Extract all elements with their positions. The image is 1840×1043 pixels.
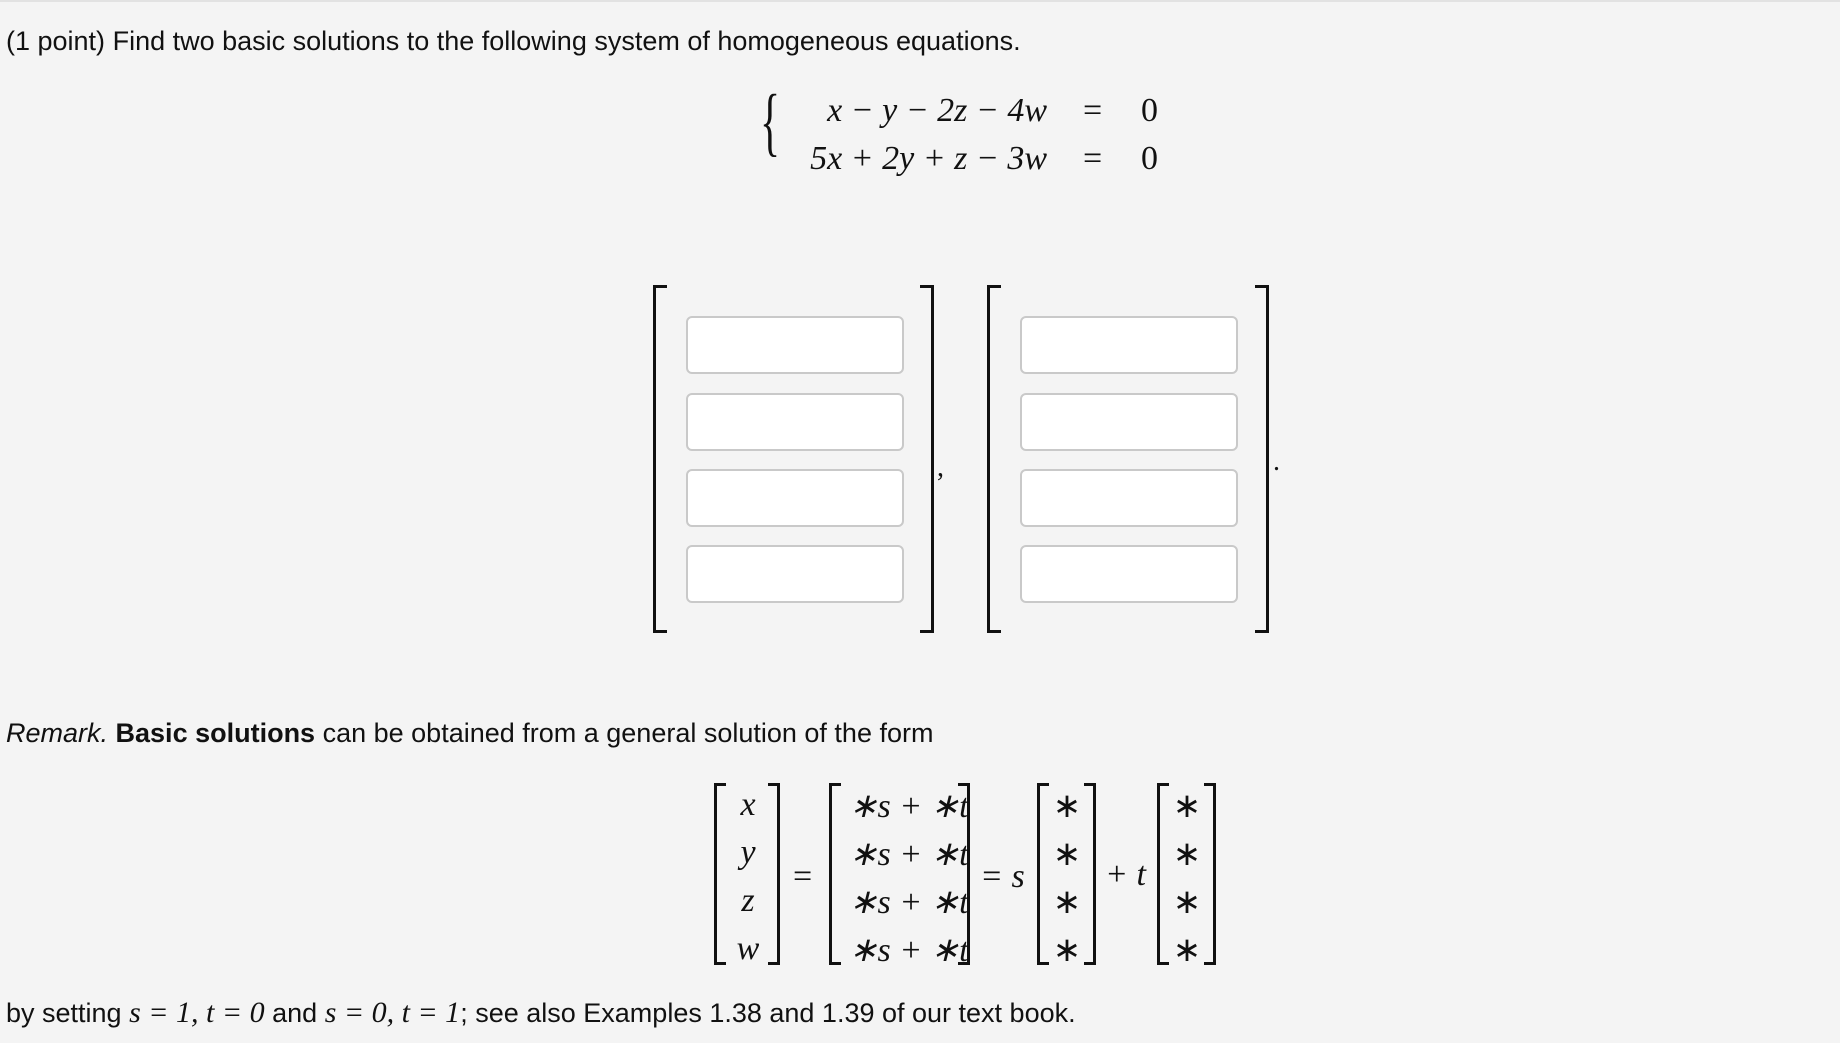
variables-right-bracket	[768, 783, 780, 965]
t-vector-right-bracket	[1204, 783, 1216, 965]
top-divider	[0, 0, 1840, 2]
s-vector-entry-3: ∗	[1052, 884, 1082, 921]
problem-prompt: Find two basic solutions to the following system of homogeneous equations.	[112, 26, 1021, 56]
t-vector-left-bracket	[1157, 783, 1169, 965]
problem-statement	[6, 26, 1021, 57]
combined-entry-3: ∗s + ∗t	[849, 884, 969, 921]
vector-2-entry-3-input[interactable]	[1020, 469, 1238, 527]
vector-2-entry-1-input[interactable]	[1020, 316, 1238, 374]
vectors-terminator-period: .	[1273, 446, 1280, 477]
vector-separator-comma: ,	[937, 452, 944, 483]
combined-left-bracket	[829, 783, 841, 965]
variable-x: x	[740, 786, 756, 823]
vector-2-entry-2-input[interactable]	[1020, 393, 1238, 451]
footer-line	[6, 996, 1076, 1030]
footer-condition-2: s = 0, t = 1	[324, 996, 461, 1029]
combined-entry-4: ∗s + ∗t	[849, 932, 969, 969]
s-vector-left-bracket	[1037, 783, 1049, 965]
footer-mid: and	[272, 998, 318, 1028]
vector-1-entry-1-input[interactable]	[686, 316, 904, 374]
vector-1-entry-2-input[interactable]	[686, 393, 904, 451]
vector-2-right-bracket	[1255, 285, 1269, 633]
variable-y: y	[740, 834, 756, 871]
remark-text: can be obtained from a general solution of the form	[322, 718, 934, 748]
s-vector-right-bracket	[1084, 783, 1096, 965]
remark-line	[6, 718, 933, 749]
equals-s-coefficient: = s	[980, 858, 1025, 895]
variable-z: z	[741, 882, 755, 919]
equation-1-equals: =	[1083, 92, 1103, 129]
footer-post: see also Examples 1.38 and 1.39 of our text book.	[475, 998, 1076, 1028]
s-vector-entry-2: ∗	[1052, 836, 1082, 873]
combined-entry-2: ∗s + ∗t	[849, 836, 969, 873]
t-vector-entry-3: ∗	[1172, 884, 1202, 921]
vector-1-entry-4-input[interactable]	[686, 545, 904, 603]
vector-1-entry-3-input[interactable]	[686, 469, 904, 527]
footer-condition-1: s = 1, t = 0	[129, 996, 265, 1029]
plus-t-coefficient: + t	[1105, 856, 1146, 893]
t-vector-entry-4: ∗	[1172, 932, 1202, 969]
equation-2-equals: =	[1083, 140, 1103, 177]
t-vector-entry-1: ∗	[1172, 788, 1202, 825]
system-brace: {	[760, 80, 781, 164]
s-vector-entry-1: ∗	[1052, 788, 1082, 825]
vector-1-left-bracket	[653, 285, 667, 633]
variables-left-bracket	[714, 783, 726, 965]
variable-w: w	[736, 930, 760, 967]
vector-2-entry-4-input[interactable]	[1020, 545, 1238, 603]
vector-1-right-bracket	[920, 285, 934, 633]
combined-entry-1: ∗s + ∗t	[849, 788, 969, 825]
footer-pre: by setting	[6, 998, 122, 1028]
footer-semicolon: ;	[460, 998, 468, 1028]
equation-1-rhs: 0	[1141, 92, 1158, 129]
equation-2-rhs: 0	[1141, 140, 1158, 177]
points-label: (1 point)	[6, 26, 106, 56]
vector-2-left-bracket	[987, 285, 1001, 633]
t-vector-entry-2: ∗	[1172, 836, 1202, 873]
s-vector-entry-4: ∗	[1052, 932, 1082, 969]
remark-label: Remark.	[6, 718, 109, 748]
equals-sign-1: =	[793, 858, 813, 895]
equation-2-lhs: 5x + 2y + z − 3w	[810, 140, 1047, 177]
remark-bold-term: Basic solutions	[115, 718, 316, 748]
equation-1-lhs: x − y − 2z − 4w	[827, 92, 1047, 129]
